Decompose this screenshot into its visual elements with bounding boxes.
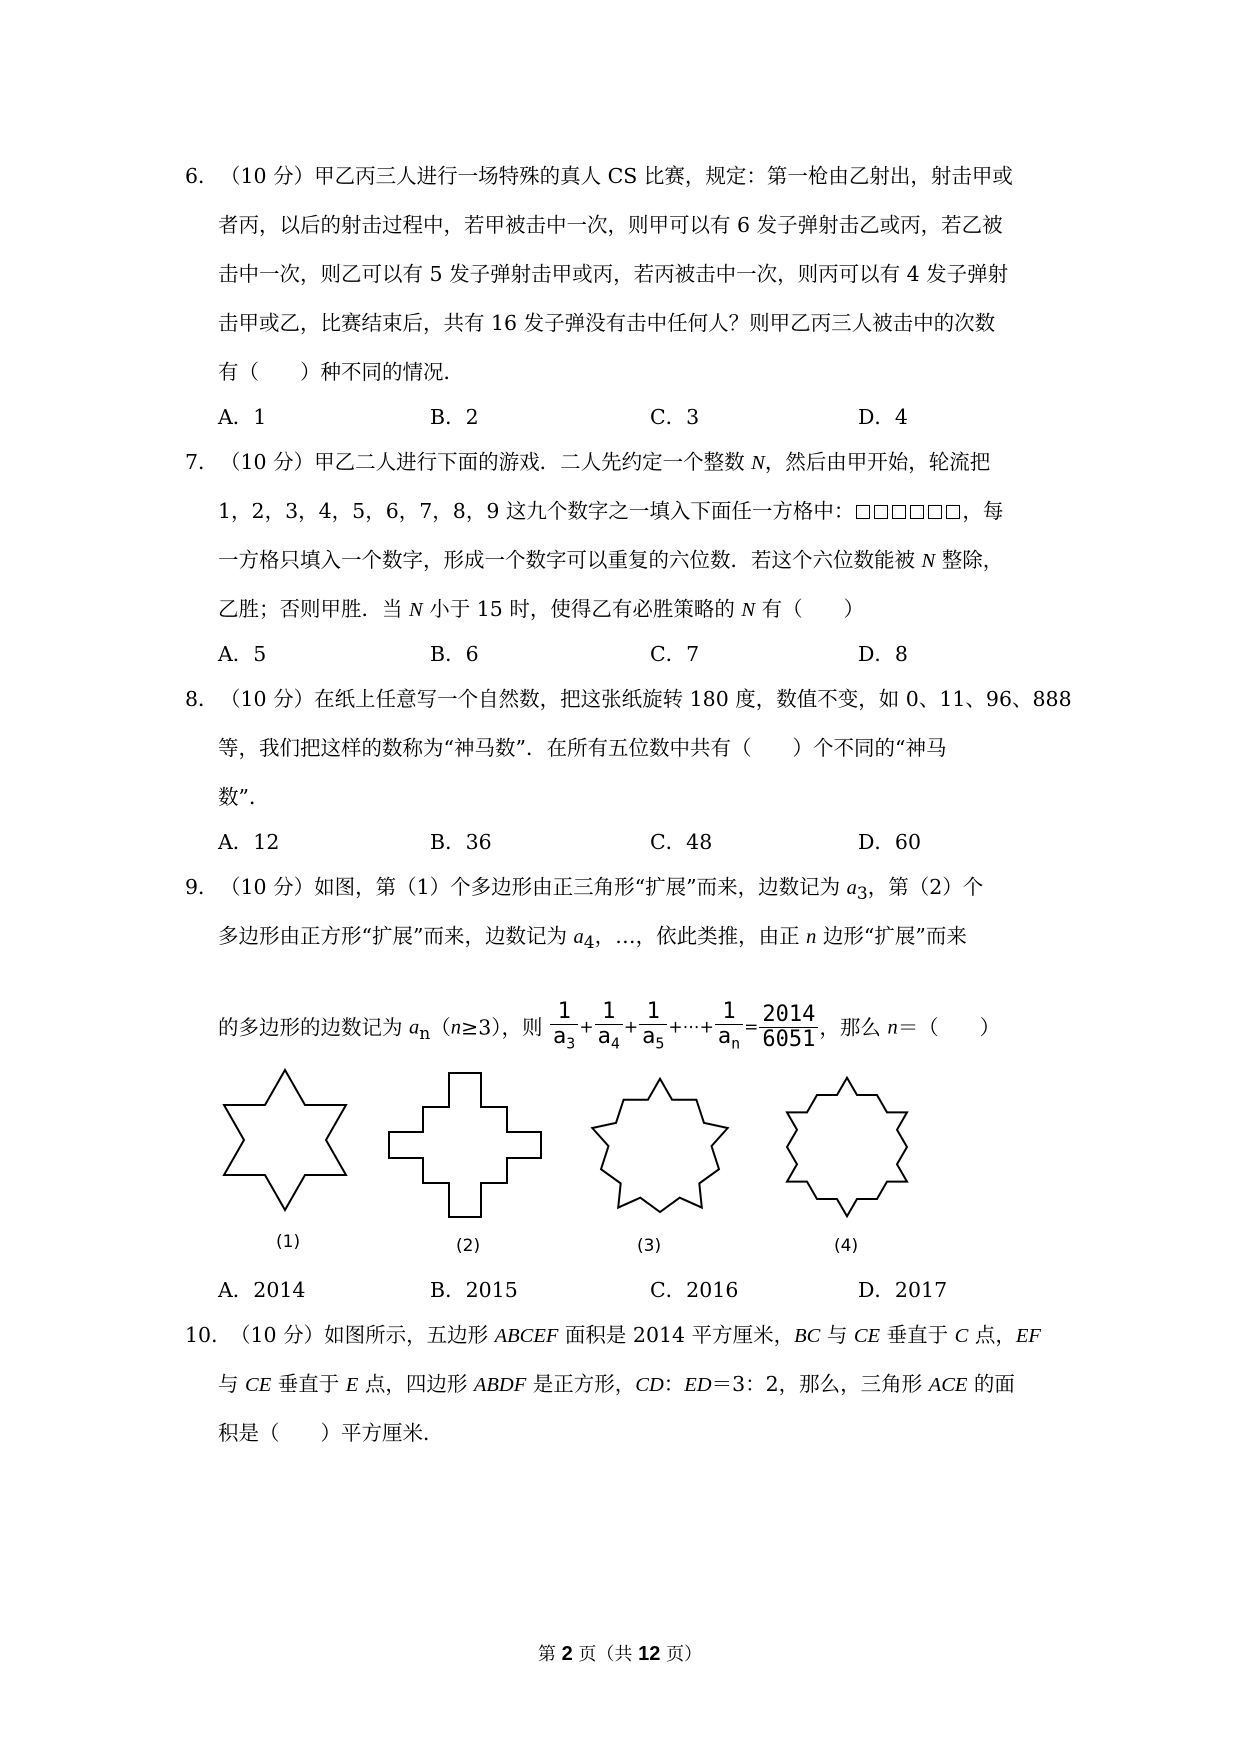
q9-option-a: A．2014 <box>218 1278 306 1302</box>
figure-3-caption: (3) <box>637 1236 662 1256</box>
q6-line-3: 击中一次，则乙可以有 5 发子弹射击甲或丙，若丙被击中一次，则丙可以有 4 发子弹射 <box>218 262 1009 286</box>
q9-line-1: （10 分）如图，第（1）个多边形由正三角形“扩展”而来，边数记为 $a_3$，第（2）个 <box>220 875 984 905</box>
q8-line-1: （10 分）在纸上任意写一个自然数，把这张纸旋转 180 度，数值不变，如 0、11、96、888 <box>220 687 1072 711</box>
q9-number: 9． <box>185 875 219 899</box>
q6-option-d: D．4 <box>858 405 908 429</box>
page-footer: 第 2 页（共 12 页） <box>537 1643 703 1665</box>
q6-line-2: 者丙，以后的射击过程中，若甲被击中一次，则甲可以有 6 发子弹射击乙或丙，若乙被 <box>218 213 1003 237</box>
q9-option-c: C．2016 <box>650 1278 739 1302</box>
fraction-1-an: $\frac{1}{a_n}$ <box>715 1000 743 1055</box>
q7-number: 7． <box>185 450 219 474</box>
figure-4-caption: (4) <box>834 1236 859 1256</box>
q7-option-b: B．6 <box>430 642 479 666</box>
q6-line-5: 有（ ）种不同的情况． <box>218 360 464 384</box>
q7-option-a: A．5 <box>218 642 267 666</box>
q6-option-a: A．1 <box>218 405 267 429</box>
q7-option-c: C．7 <box>650 642 700 666</box>
q10-line-3: 积是（ ）平方厘米． <box>218 1421 444 1445</box>
q7-line-2: 1，2，3，4，5，6，7，8，9 这九个数字之一填入下面任一方格中： ，每 <box>218 499 1004 523</box>
figure-2-caption: (2) <box>456 1236 481 1256</box>
q6-option-c: C．3 <box>650 405 700 429</box>
q6-line-4: 击甲或乙，比赛结束后，共有 16 发子弹没有击中任何人？则甲乙丙三人被击中的次数 <box>218 311 996 335</box>
q8-line-3: 数”． <box>218 785 270 809</box>
q7-line-1: （10 分）甲乙二人进行下面的游戏．二人先约定一个整数 N，然后由甲开始，轮流把 <box>220 450 991 474</box>
q9-option-d: D．2017 <box>858 1278 948 1302</box>
q8-number: 8． <box>185 687 219 711</box>
fraction-1-a4: $\frac{1}{a_4}$ <box>595 1000 623 1055</box>
figure-1-caption: (1) <box>276 1232 301 1252</box>
fraction-1-a3: $\frac{1}{a_3}$ <box>550 1000 578 1055</box>
q9-option-b: B．2015 <box>430 1278 518 1302</box>
figure-2-cross-polygon <box>385 1065 545 1225</box>
q8-option-c: C．48 <box>650 830 713 854</box>
q8-option-a: A．12 <box>218 830 280 854</box>
figure-4-hexagon-expansion <box>760 1065 935 1230</box>
q6-line-1: （10 分）甲乙丙三人进行一场特殊的真人 CS 比赛，规定：第一枪由乙射出，射击甲或 <box>220 164 1013 188</box>
digit-boxes <box>854 499 962 523</box>
q10-line-1: （10 分）如图所示，五边形 ABCEF 面积是 2014 平方厘米，BC 与 CE 垂直于 C 点，EF <box>230 1323 1041 1347</box>
fraction-2014-6051: $\frac{2014}{6051}$ <box>759 1003 818 1052</box>
q10-number: 10． <box>185 1323 232 1347</box>
q6-option-b: B．2 <box>430 405 479 429</box>
q6-number: 6． <box>185 164 219 188</box>
q7-line-4: 乙胜；否则甲胜．当 N 小于 15 时，使得乙有必胜策略的 N 有（ ） <box>218 597 865 621</box>
figure-3-pentagon-expansion <box>570 1060 750 1230</box>
q8-line-2: 等，我们把这样的数称为“神马数”．在所有五位数中共有（ ）个不同的“神马 <box>218 736 947 760</box>
q9-line-2: 多边形由正方形“扩展”而来，边数记为 $a_4$，…，依此类推，由正 n 边形“扩展”而来 <box>218 924 967 954</box>
fraction-1-a5: $\frac{1}{a_5}$ <box>639 1000 667 1055</box>
figure-1-hexagram <box>210 1065 360 1225</box>
q7-line-3: 一方格只填入一个数字，形成一个数字可以重复的六位数．若这个六位数能被 N 整除， <box>218 548 1004 572</box>
q7-option-d: D．8 <box>858 642 908 666</box>
q9-line-3: 的多边形的边数记为 $a_n(n\ge 3)$，则 $\frac{1}{a_3}$ + $\frac{1}{a_4}$ + $\frac{1}{a_5}$ +⋯+ $\frac{1}{a_n}$ = $\frac{2014}{6051}$ ，那么 n＝（ ） <box>218 998 1000 1056</box>
q8-option-d: D．60 <box>858 830 922 854</box>
q10-line-2: 与 CE 垂直于 E 点，四边形 ABDF 是正方形，CD：ED＝3：2，那么，三角形 ACE 的面 <box>218 1372 1015 1396</box>
q8-option-b: B．36 <box>430 830 492 854</box>
